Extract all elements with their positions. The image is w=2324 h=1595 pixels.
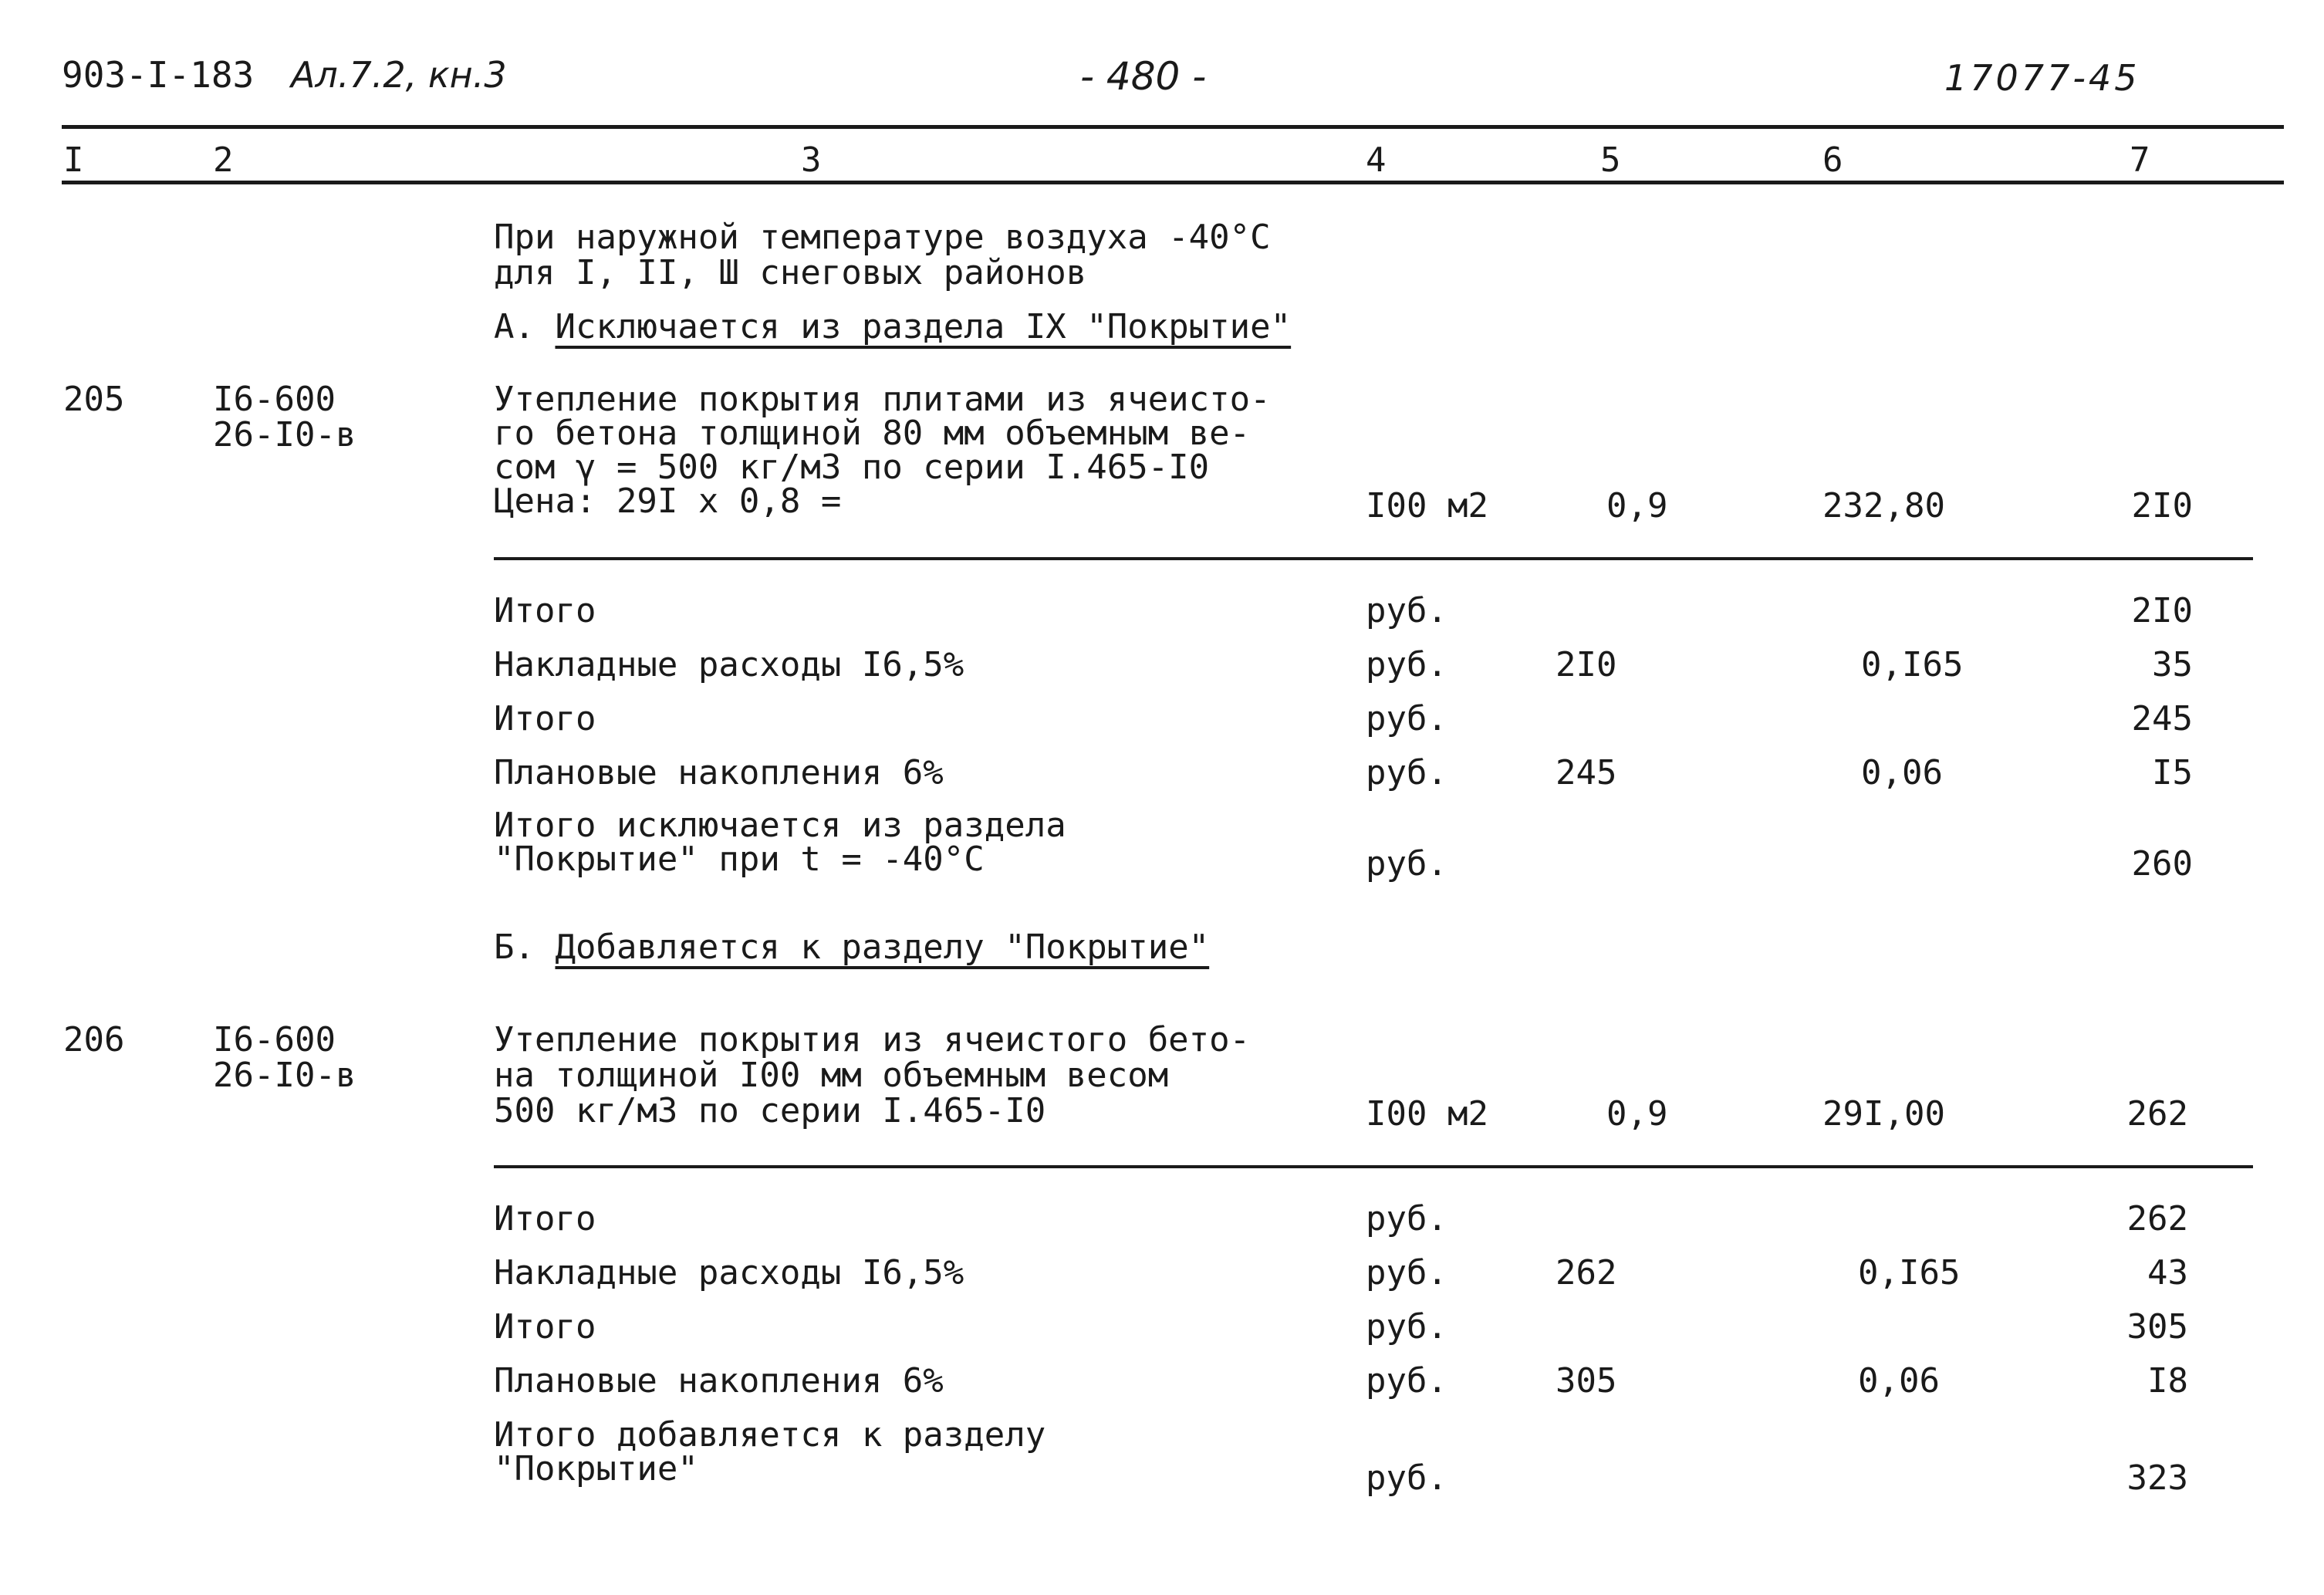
col-header-5: 5 xyxy=(1600,140,1621,180)
item-206-desc-2: на толщиной I00 мм объемным весом xyxy=(494,1056,1169,1095)
summary-b-total: 305 xyxy=(2126,1307,2188,1347)
item-206-desc-1: Утепление покрытия из ячеистого бето- xyxy=(494,1020,1251,1059)
summary-b-base: 262 xyxy=(1556,1253,1617,1293)
summary-a-rate: 0,06 xyxy=(1861,753,1943,792)
col-header-2: 2 xyxy=(213,140,234,180)
summary-b-label: Итого xyxy=(494,1307,596,1347)
summary-a-unit: руб. xyxy=(1366,645,1447,684)
col-header-1: I xyxy=(63,140,84,180)
album-ref: Ал.7.2, кн.3 xyxy=(290,54,507,96)
summary-b-rate: 0,06 xyxy=(1858,1361,1940,1401)
item-205-unit: I00 м2 xyxy=(1366,486,1488,525)
item-205-desc-1: Утепление покрытия плитами из ячеисто- xyxy=(494,380,1271,419)
final-a-total: 260 xyxy=(2131,844,2193,884)
item-206-desc-3: 500 кг/м3 по серии I.465-I0 xyxy=(494,1091,1046,1130)
item-206-number: 206 xyxy=(63,1020,125,1059)
section-a-title: Исключается из раздела IX "Покрытие" xyxy=(555,307,1292,346)
item-206-price: 29I,00 xyxy=(1822,1094,1945,1134)
document-number: 17077-45 xyxy=(1944,57,2140,99)
summary-a-unit: руб. xyxy=(1366,753,1447,792)
item-206-total: 262 xyxy=(2126,1094,2188,1134)
section-a-letter: А. xyxy=(494,307,535,346)
final-b-line-1: Итого добавляется к разделу xyxy=(494,1415,1046,1455)
summary-a-total: 35 xyxy=(2152,645,2193,684)
final-a-unit: руб. xyxy=(1366,844,1447,884)
header-top-rule xyxy=(62,125,2284,129)
summary-a-label: Накладные расходы I6,5% xyxy=(494,645,964,684)
item-206-rule xyxy=(494,1165,2253,1168)
item-206-qty: 0,9 xyxy=(1606,1094,1668,1134)
summary-b-unit: руб. xyxy=(1366,1199,1447,1238)
summary-b-unit: руб. xyxy=(1366,1361,1447,1401)
item-205-price: 232,80 xyxy=(1822,486,1945,525)
summary-b-total: 43 xyxy=(2147,1253,2188,1293)
summary-a-rate: 0,I65 xyxy=(1861,645,1964,684)
summary-b-label: Итого xyxy=(494,1199,596,1238)
item-205-number: 205 xyxy=(63,380,125,419)
col-header-6: 6 xyxy=(1822,140,1843,180)
doc-code xyxy=(62,54,507,96)
summary-a-base: 245 xyxy=(1556,753,1617,792)
summary-b-label: Плановые накопления 6% xyxy=(494,1361,944,1401)
final-b-total: 323 xyxy=(2126,1458,2188,1498)
item-205-code-2: 26-I0-в xyxy=(213,415,356,455)
item-206-unit: I00 м2 xyxy=(1366,1094,1488,1134)
summary-b-rate: 0,I65 xyxy=(1858,1253,1961,1293)
item-205-qty: 0,9 xyxy=(1606,486,1668,525)
section-b-title: Добавляется к разделу "Покрытие" xyxy=(555,928,1210,967)
item-205-desc-4: Цена: 29I x 0,8 = xyxy=(494,482,842,521)
item-205-rule xyxy=(494,557,2253,560)
item-205-total: 2I0 xyxy=(2131,486,2193,525)
item-206-code-2: 26-I0-в xyxy=(213,1056,356,1095)
final-b-line-2: "Покрытие" xyxy=(494,1449,698,1489)
summary-a-label: Плановые накопления 6% xyxy=(494,753,944,792)
intro-line-1: При наружной температуре воздуха -40°С xyxy=(494,218,1271,257)
summary-a-total: 245 xyxy=(2131,699,2193,738)
final-b-unit: руб. xyxy=(1366,1458,1447,1498)
section-b-letter: Б. xyxy=(494,928,535,967)
summary-a-base: 2I0 xyxy=(1556,645,1617,684)
summary-a-label: Итого xyxy=(494,591,596,630)
page-number: - 480 - xyxy=(1080,54,1207,99)
header-bottom-rule xyxy=(62,181,2284,184)
item-205-code-1: I6-600 xyxy=(213,380,336,419)
final-a-line-1: Итого исключается из раздела xyxy=(494,806,1066,845)
summary-b-base: 305 xyxy=(1556,1361,1617,1401)
summary-a-unit: руб. xyxy=(1366,699,1447,738)
summary-b-unit: руб. xyxy=(1366,1307,1447,1347)
item-205-desc-3: сом γ = 500 кг/м3 по серии I.465-I0 xyxy=(494,448,1210,487)
summary-a-unit: руб. xyxy=(1366,591,1447,630)
series-code: 903-I-183 xyxy=(62,54,255,96)
summary-a-total: 2I0 xyxy=(2131,591,2193,630)
summary-b-unit: руб. xyxy=(1366,1253,1447,1293)
intro-line-2: для I, II, Ш снеговых районов xyxy=(494,253,1087,292)
item-205-desc-2: го бетона толщиной 80 мм объемным ве- xyxy=(494,414,1251,453)
summary-b-total: I8 xyxy=(2147,1361,2188,1401)
section-b-heading xyxy=(494,928,1210,967)
item-206-code-1: I6-600 xyxy=(213,1020,336,1059)
summary-a-label: Итого xyxy=(494,699,596,738)
final-a-line-2: "Покрытие" при t = -40°С xyxy=(494,840,985,879)
col-header-7: 7 xyxy=(2130,140,2150,180)
section-a-heading xyxy=(494,307,1292,346)
summary-b-label: Накладные расходы I6,5% xyxy=(494,1253,964,1293)
col-header-3: 3 xyxy=(801,140,822,180)
col-header-4: 4 xyxy=(1366,140,1387,180)
summary-a-total: I5 xyxy=(2152,753,2193,792)
summary-b-total: 262 xyxy=(2126,1199,2188,1238)
